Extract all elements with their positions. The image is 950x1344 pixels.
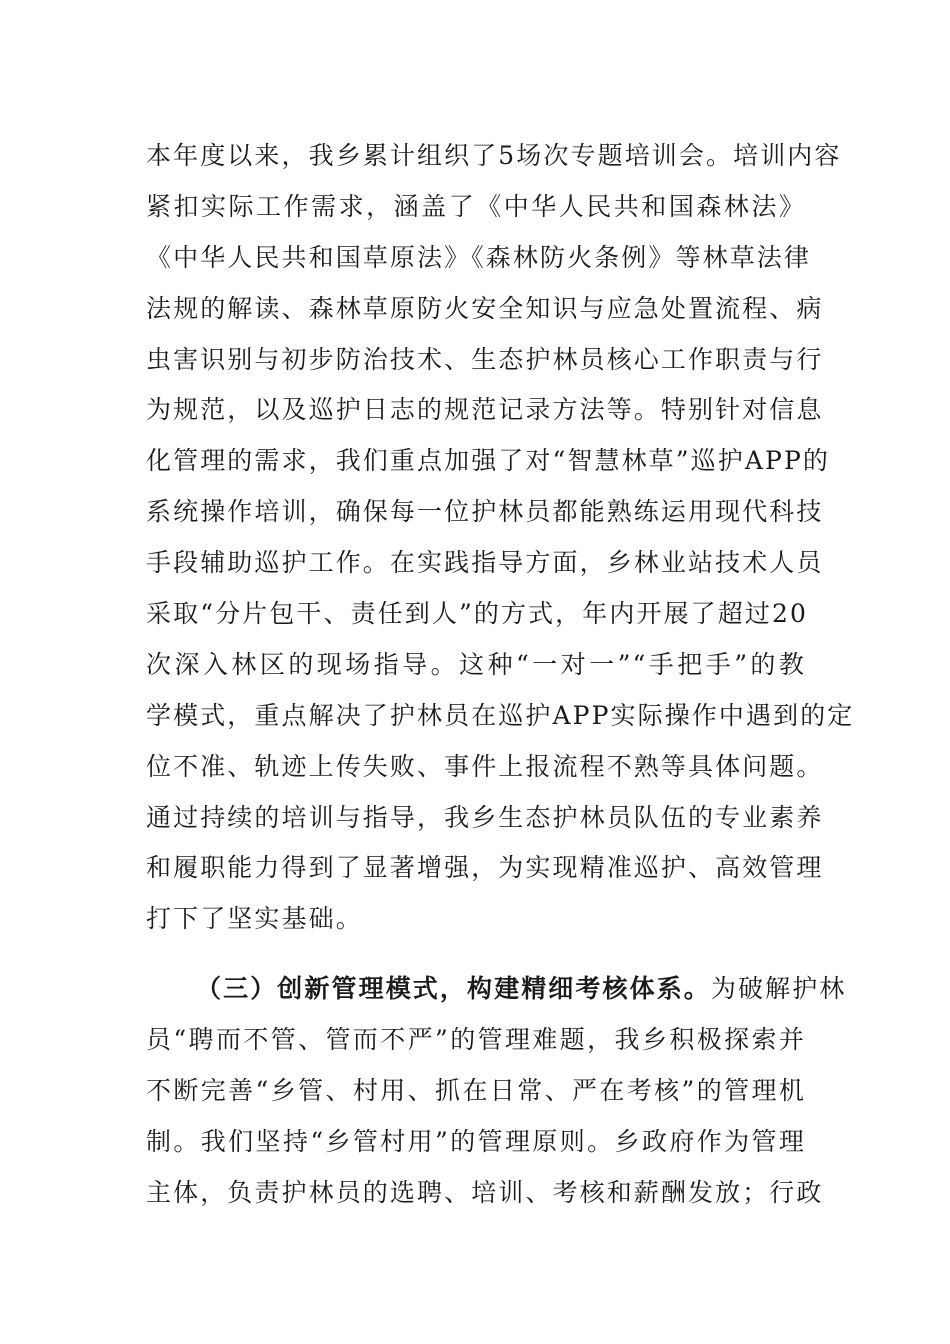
section3-first-line <box>196 973 847 1005</box>
paragraph-line-10: 采取“分片包干、责任到人”的方式，年内开展了超过20 <box>146 599 808 628</box>
paragraph-line-6: 为规范，以及巡护日志的规范记录方法等。特别针对信息 <box>146 395 824 424</box>
section3-line-3: 不断完善“乡管、村用、抓在日常、严在考核”的管理机 <box>146 1076 806 1105</box>
paragraph-line-12: 学模式，重点解决了护林员在巡护APP实际操作中遇到的定 <box>146 701 855 730</box>
paragraph-line-1: 本年度以来，我乡累计组织了5场次专题培训会。培训内容 <box>146 141 842 170</box>
paragraph-line-13: 位不准、轨迹上传失败、事件上报流程不熟等具体问题。 <box>146 752 824 781</box>
section3-heading: （三）创新管理模式，构建精细考核体系。 <box>196 974 711 1003</box>
paragraph-line-14: 通过持续的培训与指导，我乡生态护林员队伍的专业素养 <box>146 803 824 832</box>
paragraph-line-8: 系统操作培训，确保每一位护林员都能熟练运用现代科技 <box>146 497 824 526</box>
paragraph-line-16: 打下了坚实基础。 <box>146 904 363 933</box>
paragraph-line-11: 次深入林区的现场指导。这种“一对一”“手把手”的教 <box>146 650 806 679</box>
paragraph-line-9: 手段辅助巡护工作。在实践指导方面，乡林业站技术人员 <box>146 548 824 577</box>
paragraph-line-15: 和履职能力得到了显著增强，为实现精准巡护、高效管理 <box>146 853 824 882</box>
paragraph-line-4: 法规的解读、森林草原防火安全知识与应急处置流程、病 <box>146 294 824 323</box>
section3-line-2: 员“聘而不管、管而不严”的管理难题，我乡积极探索并 <box>146 1025 806 1054</box>
paragraph-line-5: 虫害识别与初步防治技术、生态护林员核心工作职责与行 <box>146 345 824 374</box>
paragraph-line-3: 《中华人民共和国草原法》《森林防火条例》等林草法律 <box>146 243 812 272</box>
section3-line-5: 主体，负责护林员的选聘、培训、考核和薪酬发放；行政 <box>146 1178 824 1207</box>
paragraph-line-7: 化管理的需求，我们重点加强了对“智慧林草”巡护APP的 <box>146 446 830 475</box>
section3-first-line-text: 为破解护林 <box>710 974 847 1003</box>
paragraph-line-2: 紧扣实际工作需求，涵盖了《中华人民共和国森林法》 <box>146 192 806 221</box>
section3-line-4: 制。我们坚持“乡管村用”的管理原则。乡政府作为管理 <box>146 1127 806 1156</box>
